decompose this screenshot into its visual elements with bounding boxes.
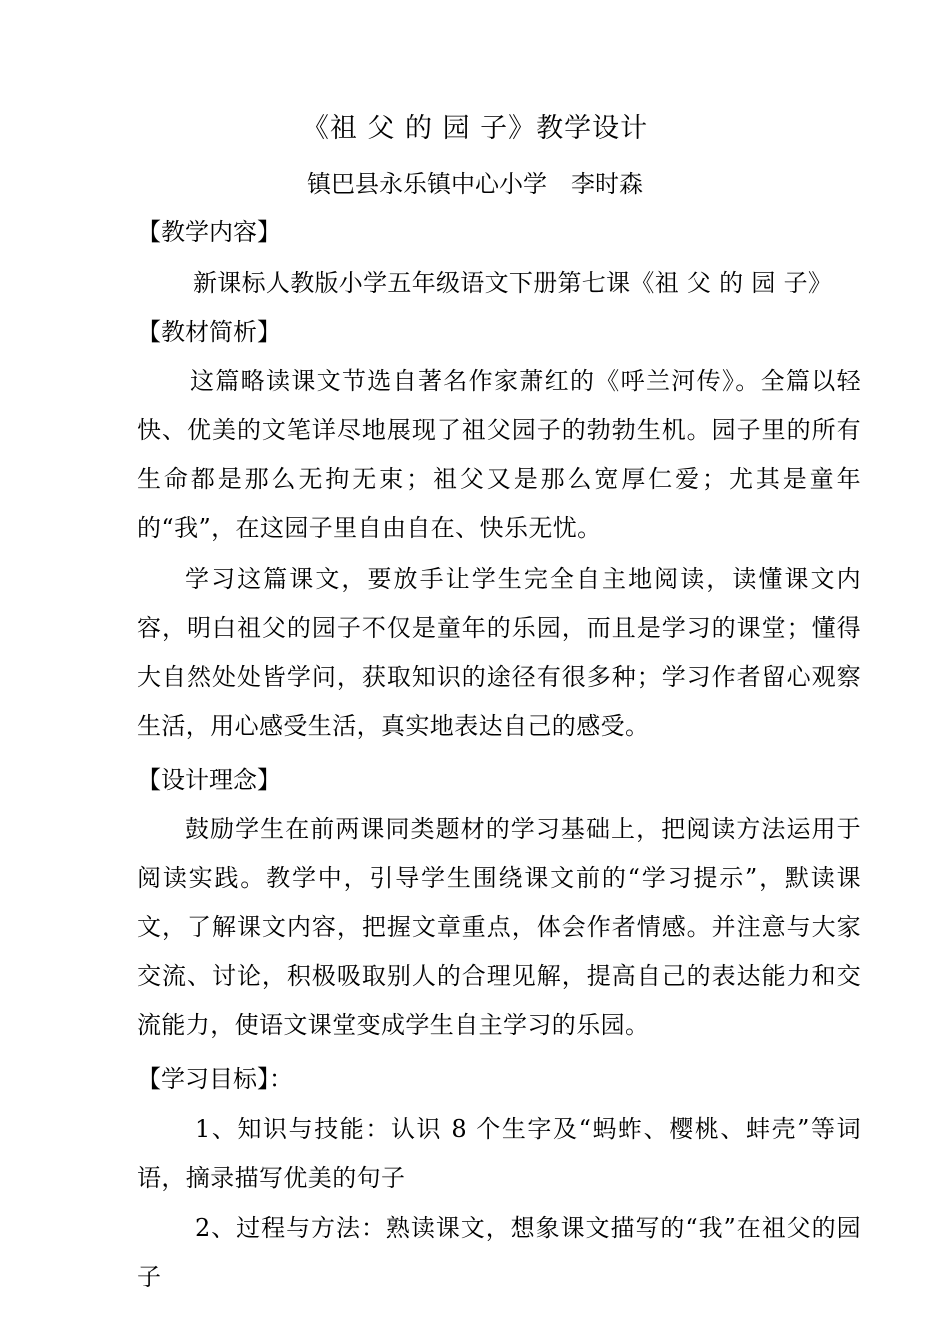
section-heading-concept: 【设计理念】 [137, 766, 281, 794]
concept-paragraph: 鼓励学生在前两课同类题材的学习基础上，把阅读方法运用于阅读实践。教学中，引导学生围绕课文前的“学习提示”，默读课文，了解课文内容，把握文章重点，体会作者情感。并注意与大家交流、讨论，积极吸取别人的合理见解，提高自己的表达能力和交流能力，使语文课堂变成学生自主学习的乐园。 [137, 815, 861, 1039]
analysis-paragraph-2: 学习这篇课文，要放手让学生完全自主地阅读，读懂课文内容，明白祖父的园子不仅是童年的乐园，而且是学习的课堂；懂得大自然处处皆学问，获取知识的途径有很多种；学习作者留心观察生活，用心感受生活，真实地表达自己的感受。 [137, 565, 861, 740]
analysis-paragraph-1: 这篇略读课文节选自著名作家萧红的《呼兰河传》。全篇以轻快、优美的文笔详尽地展现了祖父园子的勃勃生机。园子里的所有生命都是那么无拘无束；祖父又是那么宽厚仁爱；尤其是童年的“我”，在这园子里自由自在、快乐无忧。 [137, 367, 861, 542]
goal-item-1: 1、知识与技能：认识 8 个生字及“蚂蚱、樱桃、蚌壳”等词语，摘录描写优美的句子 [137, 1115, 861, 1192]
document-title: 《祖 父 的 园 子》教学设计 [301, 113, 649, 144]
document-author: 镇巴县永乐镇中心小学 李时森 [307, 170, 643, 198]
section-heading-analysis: 【教材简析】 [137, 318, 281, 346]
content-text: 新课标人教版小学五年级语文下册第七课《祖 父 的 园 子》 [193, 269, 833, 297]
section-heading-content: 【教学内容】 [137, 218, 281, 246]
section-heading-goals: 【学习目标】： [137, 1065, 293, 1093]
goal-item-2: 2、过程与方法：熟读课文，想象课文描写的“我”在祖父的园子 [137, 1214, 861, 1291]
